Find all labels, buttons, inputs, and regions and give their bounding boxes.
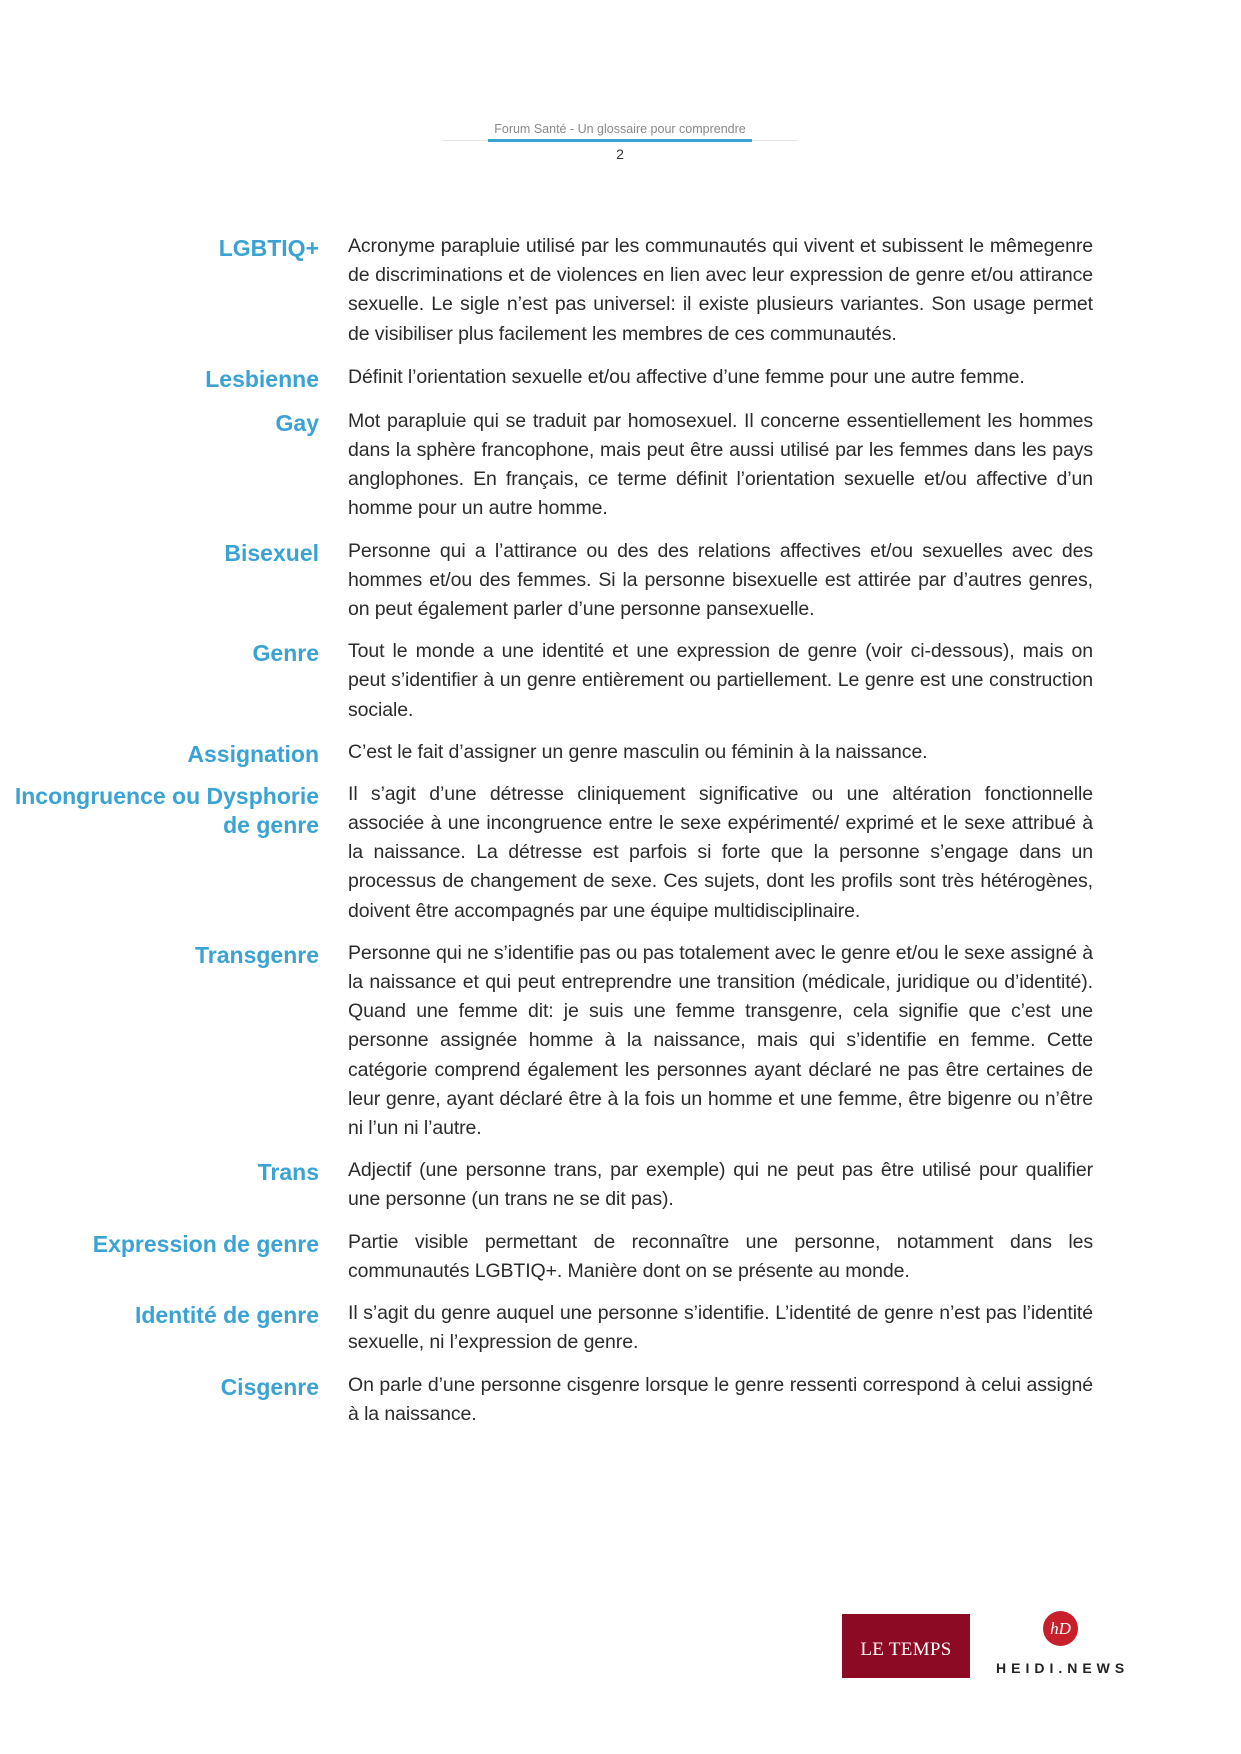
glossary-entry-transgenre xyxy=(0,939,1241,1143)
heidi-news-logo: HEIDI.NEWS xyxy=(996,1660,1130,1676)
heidi-news-monogram-icon: hD xyxy=(1043,1611,1078,1646)
glossary-entry-expression-de-genre xyxy=(0,1228,1241,1286)
glossary-entry-incongruence xyxy=(0,780,1241,926)
glossary-entry-identite-de-genre xyxy=(0,1299,1241,1357)
glossary-definition: On parle d’une personne cisgenre lorsque le genre ressenti correspond à celui assigné à la naissance. xyxy=(348,1373,1093,1425)
glossary-term: Cisgenre xyxy=(220,1373,319,1400)
glossary-definition: Adjectif (une personne trans, par exemple) qui ne peut pas être utilisé pour qualifier une personne (un trans ne se dit pas). xyxy=(348,1159,1093,1211)
glossary-term: Genre xyxy=(252,640,319,667)
glossary-term: Assignation xyxy=(187,740,319,767)
page-number: 2 xyxy=(616,146,624,162)
glossary xyxy=(0,232,1241,1429)
glossary-term: Incongruence ou Dysphorie de genre xyxy=(14,782,319,838)
glossary-definition: Il s’agit d’une détresse cliniquement significative ou une altération fonctionnelle associée à une incongruence entre le sexe expérimenté/ exprimé et le sexe attribué à la naissance. La détresse est parfois si forte que la personne s’engage dans un processus de changement de sexe. Ces sujets, dont les profils sont très hétérogènes, doivent être accompagnés par une équipe multidisciplinaire. xyxy=(348,782,1093,922)
glossary-definition: Il s’agit du genre auquel une personne s’identifie. L’identité de genre n’est pas l’identité sexuelle, ni l’expression de genre. xyxy=(348,1302,1093,1354)
glossary-term: Gay xyxy=(275,409,319,436)
glossary-term: LGBTIQ+ xyxy=(218,235,319,261)
glossary-definition: Définit l’orientation sexuelle et/ou affective d’une femme pour une autre femme. xyxy=(348,365,1025,388)
glossary-term: Expression de genre xyxy=(92,1230,319,1257)
glossary-term: Identité de genre xyxy=(134,1302,319,1329)
glossary-entry-genre xyxy=(0,637,1241,725)
glossary-entry-lgbtiq xyxy=(0,232,1241,349)
glossary-definition: Personne qui ne s’identifie pas ou pas totalement avec le genre et/ou le sexe assigné à la naissance et qui peut entreprendre une transition (médicale, juridique ou d’identité). Quand une femme dit: je suis une femme transgenre, cela signifie que c’est une personne assignée homme à la naissance, mais qui s’identifie en femme. Cette catégorie comprend également les personnes ayant déclaré ne pas être certaines de leur genre, ayant déclaré être à la fois un homme et une femme, être bigenre ou n’être ni l’un ni l’autre. xyxy=(348,941,1093,1140)
glossary-definition: Mot parapluie qui se traduit par homosexuel. Il concerne essentiellement les hommes dans la sphère francophone, mais peut être aussi utilisé par les femmes dans les pays anglophones. En français, ce terme définit l’orientation sexuelle et/ou affective d’un homme pour un autre homme. xyxy=(348,409,1093,520)
glossary-entry-assignation xyxy=(0,738,1241,769)
glossary-entry-trans xyxy=(0,1156,1241,1214)
glossary-definition: C’est le fait d’assigner un genre masculin ou féminin à la naissance. xyxy=(348,740,928,763)
glossary-entry-bisexuel xyxy=(0,537,1241,625)
glossary-entry-lesbienne xyxy=(0,363,1241,394)
glossary-term: Trans xyxy=(257,1159,319,1186)
glossary-definition: Personne qui a l’attirance ou des des relations affectives et/ou sexuelles avec des hommes et/ou des femmes. Si la personne bisexuelle est attirée par d’autres genres, on peut également parler d’une personne pansexuelle. xyxy=(348,539,1093,621)
glossary-definition: Tout le monde a une identité et une expression de genre (voir ci-dessous), mais on peut s’identifier à un genre entièrement ou partiellement. Le genre est une construction sociale. xyxy=(348,640,1093,721)
glossary-definition: Partie visible permettant de reconnaître une personne, notamment dans les communautés LGBTIQ+. Manière dont on se présente au monde. xyxy=(348,1230,1093,1282)
glossary-term: Bisexuel xyxy=(224,539,319,566)
glossary-term: Transgenre xyxy=(195,941,319,968)
header-title: Forum Santé - Un glossaire pour comprendre xyxy=(494,122,746,136)
header-underline xyxy=(488,139,752,142)
glossary-entry-cisgenre xyxy=(0,1371,1241,1429)
glossary-term: Lesbienne xyxy=(205,365,319,392)
le-temps-logo: LE TEMPS xyxy=(842,1614,970,1678)
glossary-definition: Acronyme parapluie utilisé par les communautés qui vivent et subissent le mêmegenre de discriminations et de violences en lien avec leur expression de genre et/ou attirance sexuelle. Le sigle n’est pas universel: il existe plusieurs variantes. Son usage permet de visibiliser plus facilement les membres de ces communautés. xyxy=(348,235,1093,345)
glossary-entry-gay xyxy=(0,407,1241,524)
